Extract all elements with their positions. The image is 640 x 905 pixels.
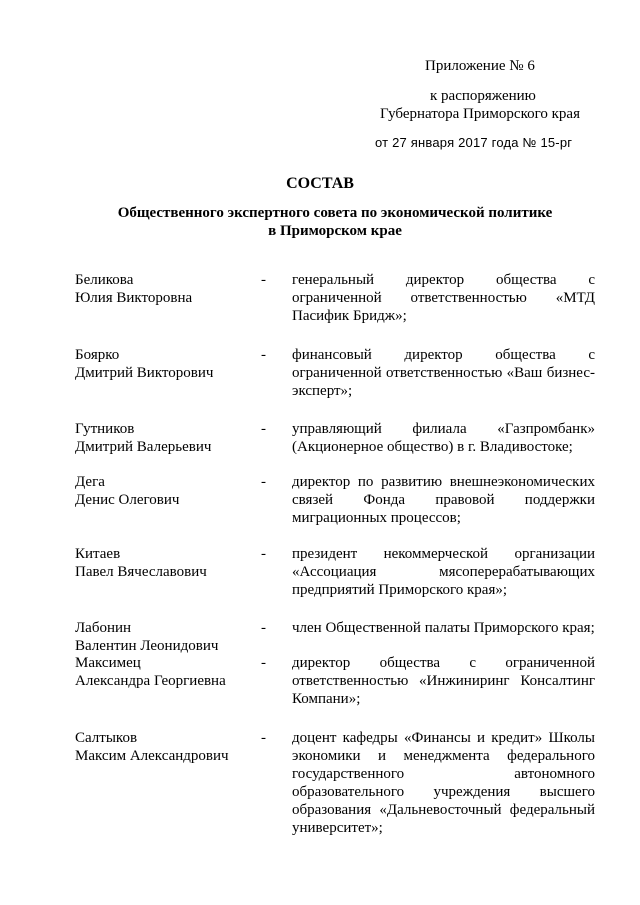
member-entry [75,729,595,837]
member-given-name: Юлия Викторовна [75,290,193,306]
member-name [75,545,255,581]
member-surname: Гутников [75,421,135,437]
member-surname: Дега [75,474,105,490]
member-entry [75,473,595,527]
member-role: директор общества с ограниченной ответственностью «Инжиниринг Консалтинг Компани»; [292,655,595,707]
separator-dash: - [261,272,266,288]
member-entry [75,545,595,599]
subtitle-line: Общественного экспертного совета по экономической политике [117,205,553,221]
appendix-number: Приложение № 6 [425,58,535,74]
order-reference: к распоряжению [430,88,536,104]
member-surname: Боярко [75,347,120,363]
member-name [75,420,255,456]
member-role: президент некоммерческой организации «Ассоциация мясоперерабатывающих предприятий Приморского края»; [292,546,595,598]
member-entry [75,654,595,708]
separator-dash: - [261,730,266,746]
governor-reference: Губернатора Приморского края [380,106,580,122]
member-role: генеральный директор общества с ограниченной ответственностью «МТД Пасифик Бридж»; [292,272,595,324]
member-given-name: Дмитрий Викторович [75,365,214,381]
separator-dash: - [261,620,266,636]
member-given-name: Денис Олегович [75,492,180,508]
member-role: член Общественной палаты Приморского края; [292,620,595,636]
member-role: доцент кафедры «Финансы и кредит» Школы экономики и менеджмента федерального государственного автономного образовательного учреждения высшего образования «Дальневосточный федеральный университет»; [292,730,595,836]
member-entry [75,420,595,456]
member-entry [75,619,595,654]
separator-dash: - [261,347,266,363]
appendix-header [370,57,610,152]
member-list [75,271,595,837]
member-given-name: Максим Александрович [75,748,229,764]
member-surname: Лабонин [75,620,132,636]
member-name [75,346,255,382]
order-date: от 27 января 2017 года № 15-рг [375,135,573,150]
member-name [75,729,255,765]
member-name [75,654,255,690]
member-given-name: Валентин Леонидович [75,638,219,654]
member-given-name: Павел Вячеславович [75,564,207,580]
member-role: директор по развитию внешнеэкономических связей Фонда правовой поддержки миграционных процессов; [292,474,595,526]
separator-dash: - [261,546,266,562]
member-name [75,619,255,655]
member-entry [75,271,595,325]
member-surname: Салтыков [75,730,138,746]
member-given-name: Александра Георгиевна [75,673,226,689]
member-surname: Китаев [75,546,121,562]
member-role: финансовый директор общества с ограниченной ответственностью «Ваш бизнес-эксперт»; [292,347,595,399]
member-name [75,473,255,509]
document-title: СОСТАВ [286,175,354,192]
member-surname: Максимец [75,655,141,671]
member-given-name: Дмитрий Валерьевич [75,439,212,455]
separator-dash: - [261,474,266,490]
member-surname: Беликова [75,272,134,288]
document-subtitle [95,204,575,240]
member-role: управляющий филиала «Газпромбанк» (Акционерное общество) в г. Владивостоке; [292,421,595,455]
member-name [75,271,255,307]
separator-dash: - [261,421,266,437]
subtitle-line: в Приморском крае [268,223,402,239]
separator-dash: - [261,655,266,671]
member-entry [75,346,595,400]
